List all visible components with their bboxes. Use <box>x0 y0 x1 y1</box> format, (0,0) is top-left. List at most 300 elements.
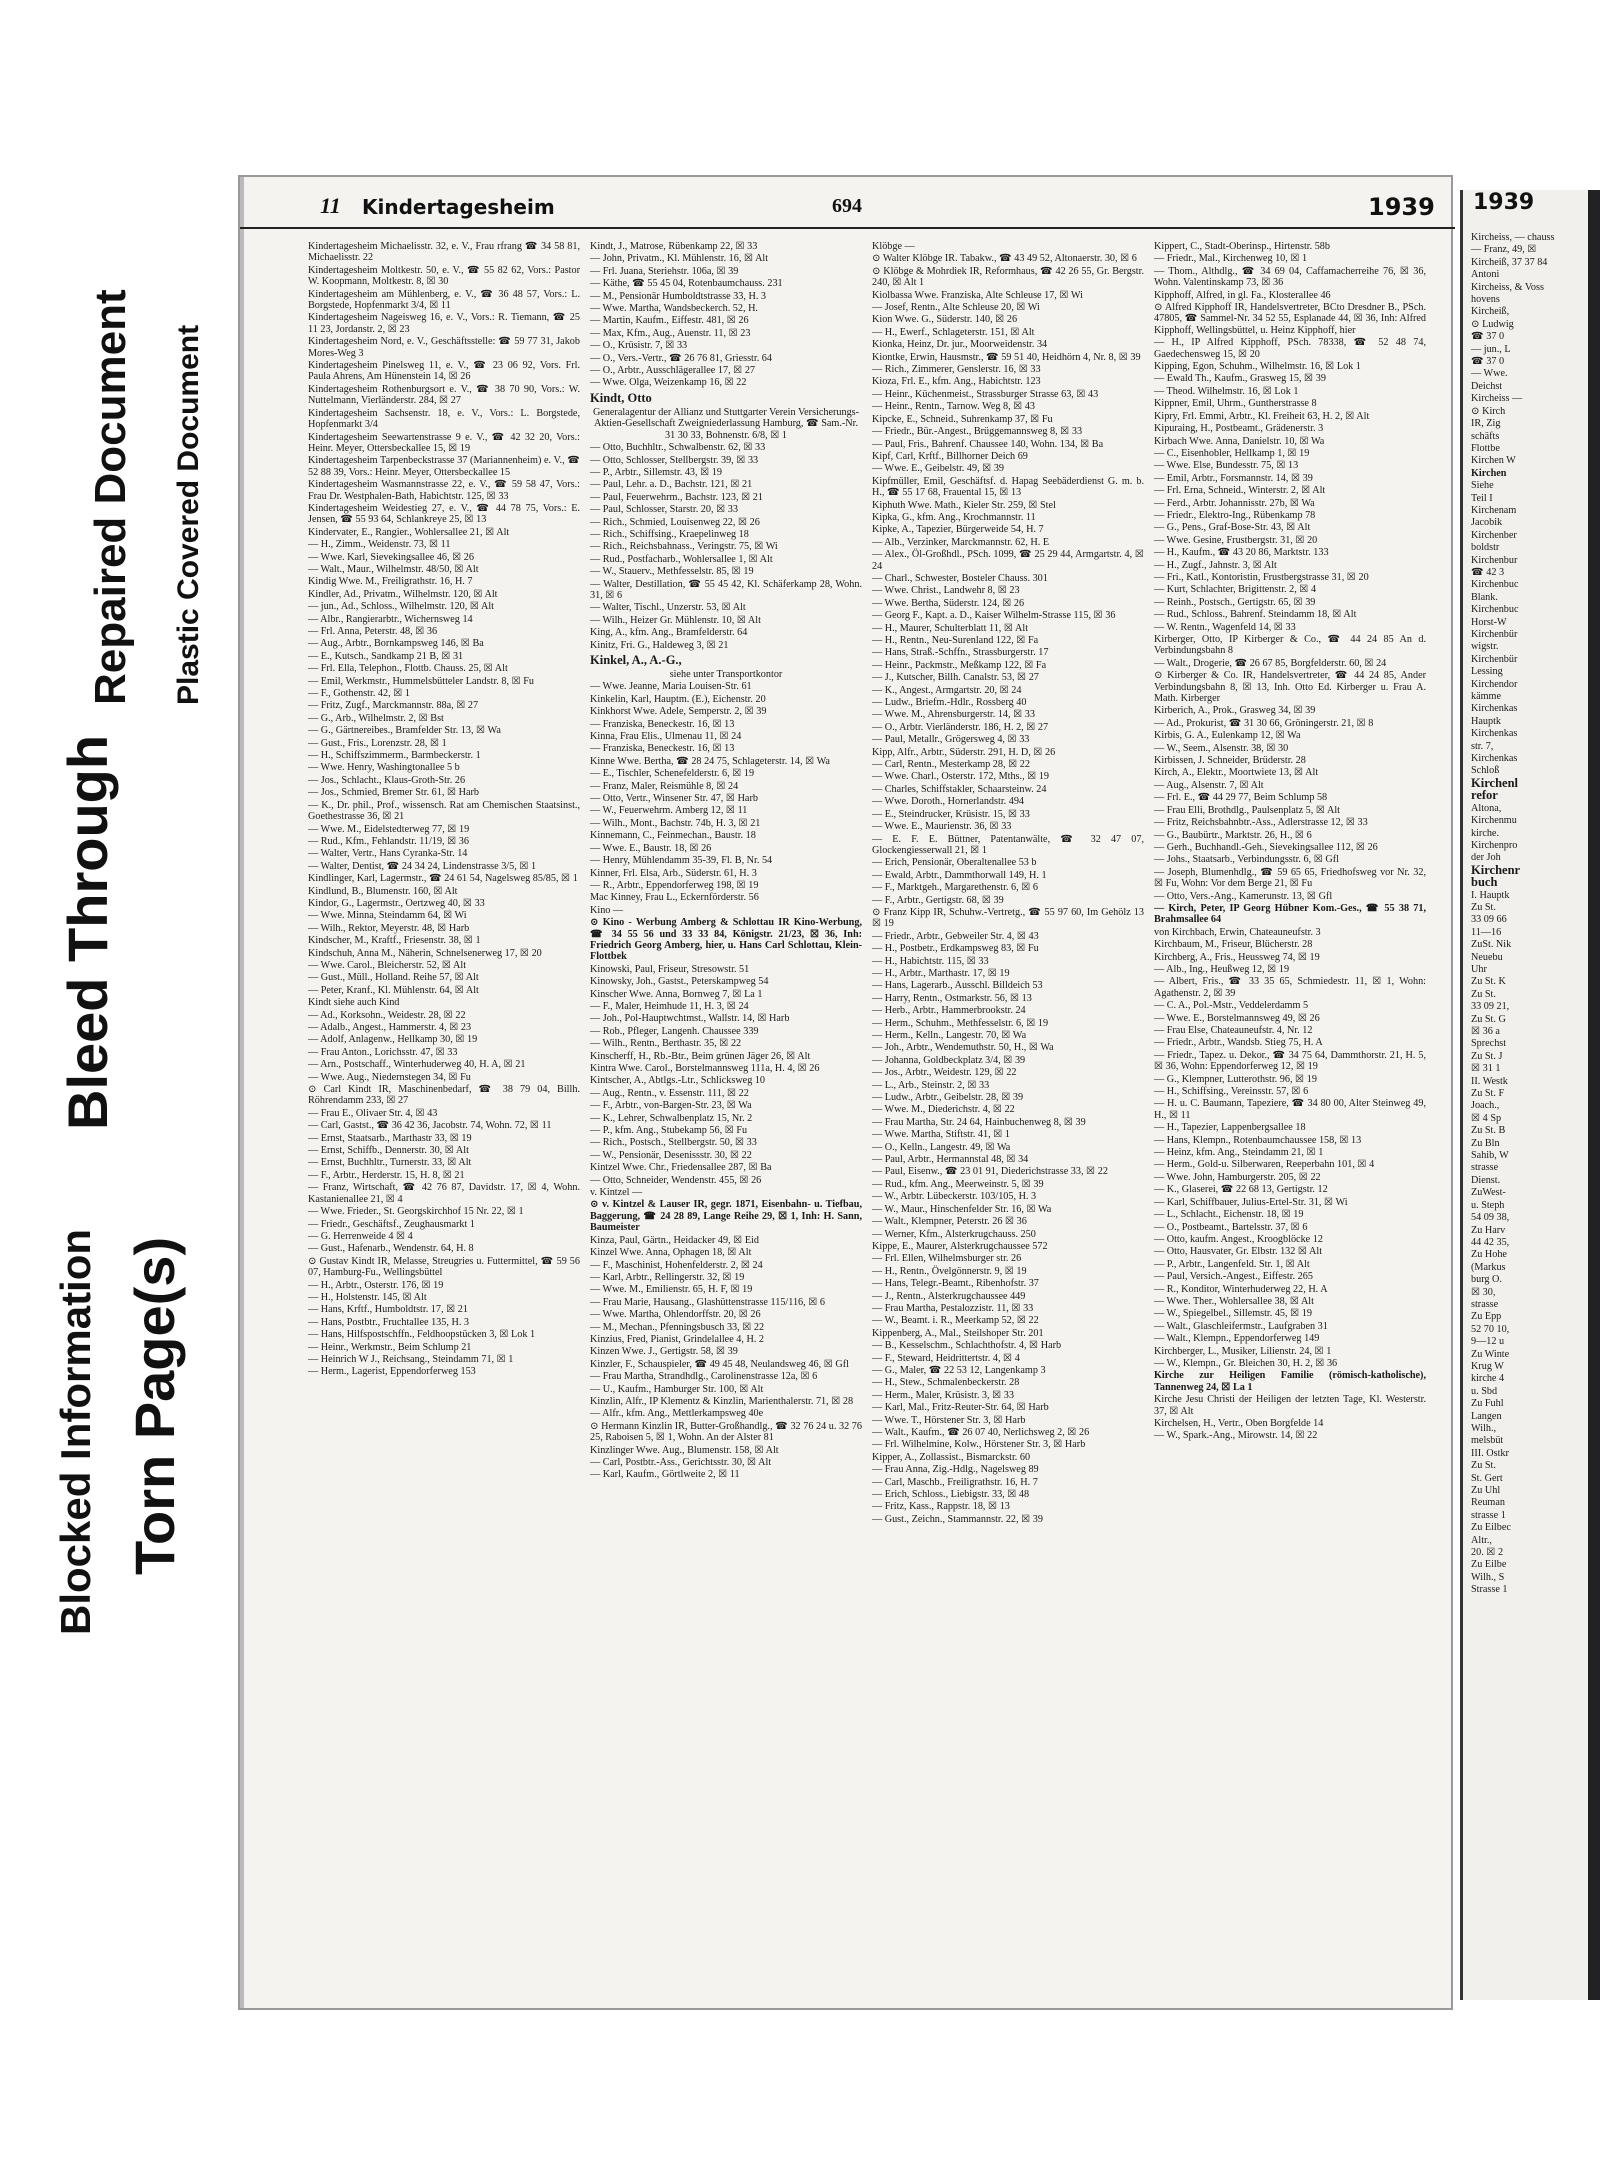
directory-entry: — O., Kelln., Langestr. 49, ☒ Wa <box>872 1141 1011 1153</box>
annotation-torn-pages: Torn Page(s) <box>123 1236 186 1575</box>
directory-entry: Kirbissen, J. Schneider, Brüderstr. 28 <box>1154 755 1306 767</box>
directory-entry: — Jos., Arbtr., Weidestr. 129, ☒ 22 <box>872 1067 1017 1079</box>
directory-entry: — Frl. Ellen, Wilhelmsburger str. 26 <box>872 1253 1022 1265</box>
directory-entry: Kionka, Heinz, Dr. jur., Moorweidenstr. 34 <box>872 339 1048 351</box>
directory-entry: — Herm., Schuhm., Methfesselstr. 6, ☒ 19 <box>872 1017 1049 1029</box>
directory-entry: — Ernst, Schiffb., Dennerstr. 30, ☒ Alt <box>308 1145 469 1157</box>
directory-entry: — F., Arbtr., Herderstr. 15, H. 8, ☒ 21 <box>308 1169 465 1181</box>
directory-entry: Wilh., S <box>1471 1571 1505 1583</box>
directory-entry: — Wwe. Doroth., Hornerlandstr. 494 <box>872 796 1025 808</box>
directory-entry: Kirchen W <box>1471 455 1516 467</box>
directory-entry: — Karl, Mal., Fritz-Reuter-Str. 64, ☒ Harb <box>872 1402 1049 1414</box>
directory-entry: Kirbis, G. A., Eulenkamp 12, ☒ Wa <box>1154 730 1301 742</box>
directory-entry: — G., Pens., Graf-Bose-Str. 43, ☒ Alt <box>1154 522 1311 534</box>
directory-entry: strasse <box>1471 1162 1499 1174</box>
directory-entry: ⊙ Klöbge & Mohrdiek IR, Reformhaus, ☎ 42 26 55, Gr. Bergstr. 240, ☒ Alt 1 <box>872 265 1144 289</box>
directory-entry: Kipper, A., Zollassist., Bismarckstr. 60 <box>872 1451 1031 1463</box>
directory-entry: — G., Baubürtr., Marktstr. 26, H., ☒ 6 <box>1154 829 1312 841</box>
directory-entry: — Friedr., Tapez. u. Dekor., ☎ 34 75 64, Dammthorstr. 21, H. 5, ☒ 36, Wohn: Eppendorferweg 12, ☒ 19 <box>1154 1049 1426 1073</box>
directory-entry: ⊙ Hermann Kinzlin IR, Butter-Großhandlg., ☎ 32 76 24 u. 32 76 25, Raboisen 5, ☒ 1, Wohn. An der Alster 81 <box>590 1420 862 1444</box>
directory-entry: Kirberich, A., Prok., Grasweg 34, ☒ 39 <box>1154 705 1316 717</box>
directory-entry: — Fritz, Kass., Rappstr. 18, ☒ 13 <box>872 1501 1010 1513</box>
directory-entry: Kindertagesheim Seewartenstrasse 9 e. V., ☎ 42 32 20, Vors.: Heinr. Meyer, Ottersbeckallee 15, ☒ 19 <box>308 431 580 454</box>
directory-entry: — Paul, Lehr. a. D., Bachstr. 121, ☒ 21 <box>590 479 753 491</box>
annotation-plastic-covered-document: Plastic Covered Document <box>172 324 205 705</box>
directory-entry: — Wwe. M., Ahrensburgerstr. 14, ☒ 33 <box>872 709 1035 721</box>
directory-entry: Uhr <box>1471 963 1487 975</box>
directory-entry: — Heinr., Rentn., Tarnow. Weg 8, ☒ 43 <box>872 401 1036 413</box>
directory-entry: — H., Tapezier, Lappenbergsallee 18 <box>1154 1122 1306 1134</box>
directory-entry: — Frau E., Olivaer Str. 4, ☒ 43 <box>308 1107 438 1119</box>
directory-entry: — H., Arbtr., Osterstr. 176, ☒ 19 <box>308 1279 444 1291</box>
directory-entry: (Markus <box>1471 1261 1506 1273</box>
directory-entry: Kindig Wwe. M., Freiligrathstr. 16, H. 7 <box>308 576 473 588</box>
directory-entry: Zu Eilbec <box>1471 1522 1511 1534</box>
directory-entry: Blank. <box>1471 591 1498 603</box>
directory-entry: — F., Gothenstr. 42, ☒ 1 <box>308 688 410 700</box>
directory-entry: Kinscherff, H., Rb.-Btr., Beim grünen Jäger 26, ☒ Alt <box>590 1050 811 1062</box>
directory-entry: — W., Spark.-Ang., Mirowstr. 14, ☒ 22 <box>1154 1430 1318 1442</box>
directory-entry: ⊙ Kirberger & Co. IR, Handelsvertreter, ☎ 44 24 85, Ander Verbindungsbahn 8, ☒ 13, Inh. Otto Ed. Kirberger u. Frau A. Math. Kirberger <box>1154 670 1426 705</box>
directory-entry: Kintzel Wwe. Chr., Friedensallee 287, ☒ Ba <box>590 1162 772 1174</box>
directory-entry: — Wwe. Charl., Osterstr. 172, Mths., ☒ 19 <box>872 771 1050 783</box>
directory-entry: Sprechst <box>1471 1038 1507 1050</box>
directory-entry: — Otto, Schneider, Wendenstr. 455, ☒ 26 <box>590 1174 762 1186</box>
directory-entry: 11—16 <box>1471 926 1502 938</box>
directory-entry: — Albert, Fris., ☎ 33 35 65, Schmiedestr. 11, ☒ 1, Wohn: Agathenstr. 2, ☒ 39 <box>1154 976 1426 999</box>
directory-entry: — Friedr., Bür.-Angest., Brüggemannsweg 8, ☒ 33 <box>872 426 1083 438</box>
directory-entry: — F., Marktgeh., Margarethenstr. 6, ☒ 6 <box>872 882 1039 894</box>
directory-entry: Schloß <box>1471 765 1500 777</box>
directory-entry: — Wwe. Minna, Steindamm 64, ☒ Wi <box>308 910 467 922</box>
directory-entry: — Wwe. Bertha, Süderstr. 124, ☒ 26 <box>872 597 1025 609</box>
directory-entry: — Walter, Destillation, ☎ 55 45 42, Kl. Schäferkamp 28, Wohn. 31, ☒ 6 <box>590 578 862 601</box>
directory-entry: — Martin, Kaufm., Eiffestr. 481, ☒ 26 <box>590 315 749 327</box>
directory-entry: Kircheiss — <box>1471 393 1523 405</box>
directory-entry: Kirchenbuc <box>1471 604 1519 616</box>
directory-entry: — Aug., Arbtr., Bornkampsweg 146, ☒ Ba <box>308 638 484 650</box>
directory-entry: — Karl, Schiffbauer, Julius-Ertel-Str. 31, ☒ Wi <box>1154 1196 1348 1208</box>
directory-entry: Klöbge — <box>872 241 915 252</box>
directory-entry: — Frau Elli, Brothdlg., Paulsenplatz 5, ☒ Alt <box>1154 804 1340 816</box>
directory-entry: — Rich., Reichsbahnass., Veringstr. 75, ☒ Wi <box>590 541 778 553</box>
directory-entry: Kirche zur Heiligen Familie (römisch-katholische), Tannenweg 24, ☒ La 1 <box>1154 1370 1426 1393</box>
directory-entry: — H., Schiffszimmerm., Barmbeckerstr. 1 <box>308 750 481 762</box>
directory-entry: — Erich, Schloss., Liebigstr. 33, ☒ 48 <box>872 1489 1030 1501</box>
directory-entry: — W., Seem., Alsenstr. 38, ☒ 30 <box>1154 742 1289 754</box>
directory-entry: — B., Kesselschm., Schlachthofstr. 4, ☒ Harb <box>872 1340 1062 1352</box>
directory-entry: — Frl. Ella, Telephon., Flottb. Chauss. 25, ☒ Alt <box>308 663 508 675</box>
directory-entry: — Wwe. M., Diederichstr. 4, ☒ 22 <box>872 1104 1015 1116</box>
directory-entry: Zu St. J <box>1471 1050 1503 1062</box>
directory-entry: — Walter, Dentist, ☎ 24 34 24, Lindenstrasse 3/5, ☒ 1 <box>308 860 537 872</box>
directory-entry: ⊙ Alfred Kipphoff IR, Handelsvertreter, BCto Dresdner B., PSch. 47805, ☎ Sammel-Nr. 34 52 55, Esplanade 44, ☒ 36, Inh: Alfred Kipphoff, Wellingsbüttel, u. Heinz Kipphoff, hier <box>1154 302 1426 336</box>
directory-entry: Kinscher Wwe. Anna, Bornweg 7, ☒ La 1 <box>590 988 763 1000</box>
directory-entry: — Friedr., Mal., Kirchenweg 10, ☒ 1 <box>1154 253 1308 265</box>
directory-entry: — Emil, Arbtr., Forsmannstr. 14, ☒ 39 <box>1154 472 1313 484</box>
directory-entry: — W., Stauerv., Methfesselstr. 85, ☒ 19 <box>590 566 754 578</box>
directory-entry: Kintscher, A., Abtlgs.-Ltr., Schlicksweg 10 <box>590 1075 766 1087</box>
directory-entry: — Carl, Maschb., Freiligrathstr. 16, H. 7 <box>872 1476 1038 1488</box>
directory-entry: Teil I <box>1471 492 1493 504</box>
directory-entry: — Hans, Straß.-Schffn., Strassburgerstr. 17 <box>872 647 1049 659</box>
directory-entry: ☎ 42 3 <box>1471 566 1505 578</box>
directory-entry: — Herm., Lagerist, Eppendorferweg 153 <box>308 1366 476 1378</box>
directory-entry: — Heinr., Werkmstr., Beim Schlump 21 <box>308 1341 472 1353</box>
directory-entry: Kinowski, Paul, Friseur, Stresowstr. 51 <box>590 963 750 975</box>
directory-entry: Kinnemann, C., Feinmechan., Baustr. 18 <box>590 830 756 842</box>
annotation-repaired-document: Repaired Document <box>86 289 135 705</box>
directory-entry: — H., Stew., Schmalenbeckerstr. 28 <box>872 1377 1020 1389</box>
directory-entry: — Wwe. <box>1471 368 1508 380</box>
directory-entry: King, A., kfm. Ang., Bramfelderstr. 64 <box>590 627 748 639</box>
directory-entry: — Paul, Fris., Bahrenf. Chaussee 140, Wohn. 134, ☒ Ba <box>872 438 1104 450</box>
directory-entry: Kirchenbuc <box>1471 579 1519 591</box>
directory-entry: — Ludw., Briefm.-Hdlr., Rossberg 40 <box>872 697 1027 709</box>
directory-entry: — Friedr., Geschäftsf., Zeughausmarkt 1 <box>308 1218 475 1230</box>
directory-entry: — Frl. E., ☎ 44 29 77, Beim Schlump 58 <box>1154 792 1328 804</box>
directory-entry: Kirchen <box>1471 467 1507 479</box>
directory-entry: — Ferd., Arbtr. Johannisstr. 27b, ☒ Wa <box>1154 497 1315 509</box>
directory-entry: Kipping, Egon, Schuhm., Wilhelmstr. 16, ☒ Lok 1 <box>1154 361 1361 373</box>
directory-entry: — Alb., Verzinker, Marckmannstr. 62, H. E <box>872 536 1050 548</box>
directory-entry: — Wwe. Martha, Wandsbeckerch. 52, H. <box>590 303 758 315</box>
directory-entry: — Werner, Kfm., Alsterkrugchauss. 250 <box>872 1228 1036 1240</box>
directory-entry: Antoni <box>1471 269 1500 281</box>
directory-entry: — H., Kaufm., ☎ 43 20 86, Marktstr. 133 <box>1154 547 1329 559</box>
directory-entry: Kipke, A., Tapezier, Bürgerweide 54, H. 7 <box>872 524 1044 536</box>
directory-entry: Kindertagesheim Sachsenstr. 18, e. V., Vors.: L. Borgstede, Hopfenmarkt 3/4 <box>308 407 580 431</box>
directory-entry: — H. u. C. Baumann, Tapeziere, ☎ 34 80 00, Alter Steinweg 49, H., ☒ 11 <box>1154 1098 1426 1121</box>
directory-entry: Langen <box>1471 1410 1502 1422</box>
directory-entry: Kindertagesheim Weidestieg 27, e. V., ☎ 44 78 75, Vors.: E. Jensen, ☎ 55 93 64, Schlankreye 25, ☒ 13 <box>308 502 580 526</box>
directory-column-1 <box>308 241 580 1981</box>
directory-entry: — Wwe. T., Hörstener Str. 3, ☒ Harb <box>872 1414 1026 1426</box>
directory-entry: v. Kintzel — <box>590 1187 643 1199</box>
directory-entry: — Ewald, Arbtr., Dammthorwall 149, H. 1 <box>872 869 1047 881</box>
directory-entry: — L., Arb., Steinstr. 2, ☒ 33 <box>872 1079 990 1091</box>
directory-entry: — Johs., Staatsarb., Verbindungsstr. 6, ☒ Gfl <box>1154 854 1339 866</box>
directory-entry: Kindertagesheim Michaelisstr. 32, e. V., Frau rfrang ☎ 34 58 81, Michaelisstr. 22 <box>308 241 580 264</box>
directory-entry: — E., Tischler, Schenefelderstr. 6, ☒ 19 <box>590 768 755 780</box>
directory-entry: Zu St. <box>1471 901 1496 913</box>
directory-entry: Zu St. G <box>1471 1013 1506 1025</box>
directory-entry: — Joh., Arbtr., Wendemuthstr. 50, H., ☒ Wa <box>872 1042 1054 1054</box>
directory-entry: — Ernst, Staatsarb., Marthastr 33, ☒ 19 <box>308 1132 472 1144</box>
directory-entry: — Frl. Juana, Steriehstr. 106a, ☒ 39 <box>590 265 739 277</box>
directory-entry: Zu Fuhl <box>1471 1398 1504 1410</box>
directory-entry: — G., Arb., Wilhelmstr. 2, ☒ Bst <box>308 712 444 724</box>
directory-entry: — Frau Anton., Lorichsstr. 47, ☒ 33 <box>308 1046 458 1058</box>
directory-entry: u. Steph <box>1471 1199 1505 1211</box>
directory-entry: — W., Spiegelbel., Sillemstr. 45, ☒ 19 <box>1154 1308 1312 1320</box>
directory-entry: — Walt., Klempner, Peterstr. 26 ☒ 36 <box>872 1216 1027 1228</box>
directory-entry: — Friedr., Arbtr., Wandsb. Stieg 75, H. A <box>1154 1037 1323 1049</box>
directory-entry: Kirchberg, A., Fris., Heussweg 74, ☒ 19 <box>1154 951 1320 963</box>
directory-entry: — Wwe. Christ., Landwehr 8, ☒ 23 <box>872 585 1020 597</box>
directory-entry: — Wwe. Jeanne, Maria Louisen-Str. 61 <box>590 681 752 693</box>
directory-entry: — F., Maschinist, Hohenfelderstr. 2, ☒ 24 <box>590 1259 763 1271</box>
directory-entry: Kindor, G., Lagermstr., Oertzweg 40, ☒ 33 <box>308 897 485 909</box>
directory-entry: ⊙ Gustav Kindt IR, Melasse, Streugries u. Futtermittel, ☎ 59 56 07, Hamburg-Fu., Wellingsbüttel <box>308 1255 580 1279</box>
directory-entry: Sahib, W <box>1471 1150 1509 1162</box>
directory-entry: — Herm., Maler, Krüsistr. 3, ☒ 33 <box>872 1389 1014 1401</box>
directory-entry: — Gust., Hafenarb., Wendenstr. 64, H. 8 <box>308 1243 474 1255</box>
directory-entry: — Heinr., Küchenmeist., Strassburger Strasse 63, ☒ 43 <box>872 388 1099 400</box>
directory-entry: — Wilh., Heizer Gr. Mühlenstr. 10, ☒ Alt <box>590 614 761 626</box>
directory-entry: Kindlund, B., Blumenstr. 160, ☒ Alt <box>308 885 458 897</box>
directory-entry: Kirchenkas <box>1471 728 1518 740</box>
directory-entry: Kiolbassa Wwe. Franziska, Alte Schleuse 17, ☒ Wi <box>872 289 1083 301</box>
directory-entry: — J., Rentn., Alsterkrugchaussee 449 <box>872 1290 1026 1302</box>
directory-entry: — Fritz, Zugf., Marckmannstr. 88a, ☒ 27 <box>308 700 479 712</box>
directory-entry: Wilh., <box>1471 1423 1497 1434</box>
directory-entry: — Wilh., Mont., Bachstr. 74b, H. 3, ☒ 21 <box>590 817 761 829</box>
directory-entry: — Walt., Glaschleifermstr., Laufgraben 31 <box>1154 1320 1328 1332</box>
directory-entry: Zu St. B <box>1471 1125 1506 1137</box>
directory-entry: — H., Rentn., Övelgönnerstr. 9, ☒ 19 <box>872 1265 1027 1277</box>
directory-entry: — L., Schlacht., Eichenstr. 18, ☒ 19 <box>1154 1209 1304 1221</box>
directory-entry: ☒ 36 a <box>1471 1026 1500 1037</box>
directory-entry: — Wwe. Karl, Sievekingsallee 46, ☒ 26 <box>308 551 474 563</box>
directory-entry: III. Ostkr <box>1471 1447 1509 1459</box>
directory-entry: — Herm., Gold-u. Silberwaren, Reeperbahn 101, ☒ 4 <box>1154 1159 1375 1171</box>
directory-entry: — Carl, Postbtr.-Ass., Gerichtsstr. 30, ☒ Alt <box>590 1457 772 1468</box>
directory-entry: — E., Steindrucker, Krüsistr. 15, ☒ 33 <box>872 808 1030 820</box>
directory-entry: Kindertagesheim Tarpenbeckstrasse 37 (Mariannenheim) e. V., ☎ 52 88 39, Vors.: Heinr. Meyer, Ottersbeckallee 15 <box>308 455 580 478</box>
directory-entry: — jun., Ad., Schloss., Wilhelmstr. 120, ☒ Alt <box>308 601 494 613</box>
directory-entry: — Paul, Metallr., Grögersweg 4, ☒ 33 <box>872 734 1030 746</box>
book-edge <box>1588 190 1600 2000</box>
directory-entry: — Wwe. Carol., Bleicherstr. 52, ☒ Alt <box>308 959 467 971</box>
directory-entry: ☒ 31 1 <box>1471 1063 1501 1075</box>
directory-entry: Krug W <box>1471 1360 1504 1372</box>
directory-entry: — John, Privatm., Kl. Mühlenstr. 16, ☒ Alt <box>590 253 769 265</box>
directory-entry: Neuebu <box>1471 951 1503 963</box>
directory-entry: — Walt., Maur., Wilhelmstr. 48/50, ☒ Alt <box>308 563 479 575</box>
directory-entry: Kircheiss, — chauss <box>1471 232 1555 243</box>
directory-entry: str. 7, <box>1471 740 1494 752</box>
directory-entry: Kindertagesheim Moltkestr. 50, e. V., ☎ 55 82 62, Vors.: Pastor W. Koopmann, Moltkestr. 8, ☒ 30 <box>308 264 580 288</box>
directory-entry: Kintra Wwe. Carol., Borstelmannsweg 111a, H. 4, ☒ 26 <box>590 1063 820 1074</box>
directory-entry: — Ewald Th., Kaufm., Grasweg 15, ☒ 39 <box>1154 373 1326 385</box>
directory-entry: — Heinr., Packmstr., Meßkamp 122, ☒ Fa <box>872 659 1047 671</box>
directory-entry: Altr., <box>1471 1534 1492 1546</box>
directory-entry: — O., Arbtr. Vierländerstr. 186, H. 2, ☒ 27 <box>872 721 1049 733</box>
directory-entry: — Wwe. Frieder., St. Georgskirchhof 15 Nr. 22, ☒ 1 <box>308 1206 524 1218</box>
directory-entry: Kirberger, Otto, IP Kirberger & Co., ☎ 44 24 85 An d. Verbindungsbahn 8 <box>1154 634 1426 657</box>
directory-entry: — Gust., Fris., Lorenzstr. 28, ☒ 1 <box>308 737 447 749</box>
page-title: Kindertagesheim <box>362 195 555 219</box>
directory-entry: — U., Kaufm., Hamburger Str. 100, ☒ Alt <box>590 1383 764 1395</box>
directory-entry: ⊙ Walter Klöbge IR. Tabakw., ☎ 43 49 52, Altonaerstr. 30, ☒ 6 <box>872 253 1137 265</box>
directory-entry: Strasse 1 <box>1471 1584 1508 1596</box>
directory-entry: Kindscher, M., Kraftf., Friesenstr. 38, ☒ 1 <box>308 935 481 947</box>
directory-entry: Kipphoff, Alfred, in gl. Fa., Klosterallee 46 <box>1154 289 1331 301</box>
directory-entry: IR, Zig <box>1471 418 1501 430</box>
directory-entry: — Walt., Kaufm., ☎ 26 07 40, Nerlichsweg 2, ☒ 26 <box>872 1427 1090 1438</box>
directory-entry: Kirche Jesu Christi der Heiligen der letzten Tage, Kl. Westerstr. 37, ☒ Alt <box>1154 1394 1426 1417</box>
directory-entry: — Carl, Rentn., Mesterkamp 28, ☒ 22 <box>872 759 1030 771</box>
directory-entry: — Ad., Korksohn., Weidestr. 28, ☒ 22 <box>308 1009 466 1021</box>
directory-entry: Kinzler, F., Schauspieler, ☎ 49 45 48, Neulandsweg 46, ☒ Gfl <box>590 1358 849 1370</box>
directory-entry: — Otto, Hausvater, Gr. Elbstr. 132 ☒ Alt <box>1154 1246 1323 1258</box>
directory-entry: burg O. <box>1471 1274 1502 1286</box>
directory-entry: — Wwe. E., Borstelmannsweg 49, ☒ 26 <box>1154 1012 1320 1024</box>
directory-entry: — Rich., Postsch., Stellbergstr. 50, ☒ 33 <box>590 1137 757 1149</box>
directory-entry: — Franziska, Beneckestr. 16, ☒ 13 <box>590 718 735 730</box>
directory-entry: — Frl. Erna, Schneid., Winterstr. 2, ☒ Alt <box>1154 485 1326 497</box>
directory-entry: — Rud., Schloss., Bahrenf. Steindamm 18, ☒ Alt <box>1154 609 1357 621</box>
directory-entry: — Otto, kaufm. Angest., Kroogblöcke 12 <box>1154 1233 1323 1245</box>
directory-entry: St. Gert <box>1471 1472 1503 1484</box>
directory-entry: Deichst <box>1471 380 1503 392</box>
directory-entry: Kirchenl <box>1471 775 1518 790</box>
directory-entry: — E. F. E. Büttner, Patentanwälte, ☎ 32 47 07, Glockengiesserwall 21, ☒ 1 <box>872 833 1144 856</box>
directory-entry: — H., Ewerf., Schlageterstr. 151, ☒ Alt <box>872 326 1035 338</box>
directory-entry: — Ludw., Arbtr., Geibelstr. 28, ☒ 39 <box>872 1092 1024 1104</box>
adjacent-page-fragment <box>1460 190 1600 2000</box>
directory-entry: Kipcke, E., Schneid., Suhrenkamp 37, ☒ Fu <box>872 413 1053 425</box>
directory-entry: — Reinh., Postsch., Gertigstr. 65, ☒ 39 <box>1154 596 1316 608</box>
scan-background-top <box>0 0 1600 48</box>
directory-entry: — Otto, Buchhltr., Schwalbenstr. 62, ☒ 33 <box>590 442 766 454</box>
directory-entry: — P., Arbtr., Langenfeld. Str. 1, ☒ Alt <box>1154 1258 1310 1270</box>
directory-entry: 33 09 21, <box>1471 1001 1510 1013</box>
annotation-bleed-through: Bleed Through <box>56 734 119 1130</box>
directory-entry: Kircheiß, 37 37 84 <box>1471 256 1548 268</box>
directory-entry: Kirchenbür <box>1471 653 1518 665</box>
directory-entry: — Wwe. Martha, Stiftstr. 41, ☒ 1 <box>872 1129 1010 1141</box>
directory-entry: ⊙ Ludwig <box>1471 318 1514 330</box>
directory-entry: — Frau Anna, Zig.-Hdlg., Nagelsweg 89 <box>872 1464 1039 1476</box>
directory-page <box>238 175 1453 2010</box>
directory-entry: — J., Kutscher, Billh. Canalstr. 53, ☒ 27 <box>872 672 1039 684</box>
directory-entry: — Wilh., Rektor, Meyerstr. 48, ☒ Harb <box>308 922 470 934</box>
directory-entry: ⊙ Kirch <box>1471 405 1506 417</box>
directory-entry: Kipf, Carl, Krftf., Billhorner Deich 69 <box>872 450 1028 462</box>
directory-entry: Kinkhorst Wwe. Adele, Semperstr. 2, ☒ 39 <box>590 706 767 718</box>
directory-entry: Kipp, Alfr., Arbtr., Süderstr. 291, H. D, ☒ 26 <box>872 746 1056 758</box>
directory-entry: — H., Schiffsing., Vereinsstr. 57, ☒ 6 <box>1154 1086 1309 1098</box>
directory-entry: 54 09 38, <box>1471 1212 1510 1224</box>
directory-entry: Kippert, C., Stadt-Oberinsp., Hirtenstr. 58b <box>1154 241 1330 252</box>
directory-entry: — Wwe. E., Geibelstr. 49, ☒ 39 <box>872 463 1005 475</box>
directory-entry: — Frau Martha, Strandhdlg., Carolinenstrasse 12a, ☒ 6 <box>590 1371 818 1383</box>
directory-entry: — Alfr., kfm. Ang., Mettlerkampsweg 40e <box>590 1408 764 1420</box>
directory-entry: ⊙ Franz Kipp IR, Schuhw.-Vertretg., ☎ 55 97 60, Im Gehölz 13 ☒ 19 <box>872 906 1144 930</box>
directory-entry: — H., Postbetr., Erdkampsweg 83, ☒ Fu <box>872 943 1039 955</box>
directory-entry: — W., Feuerwehrm. Amberg 12, ☒ 11 <box>590 805 748 817</box>
directory-entry: 20. ☒ 2 <box>1471 1547 1504 1559</box>
directory-entry: — Wwe. M., Emilienstr. 65, H. F, ☒ 19 <box>590 1284 753 1296</box>
directory-entry: — Käthe, ☎ 55 45 04, Rotenbaumchauss. 231 <box>590 278 783 290</box>
directory-entry: Kioza, Frl. E., kfm. Ang., Habichtstr. 123 <box>872 376 1041 388</box>
directory-entry: — C., Eisenhobler, Hellkamp 1, ☒ 19 <box>1154 447 1310 459</box>
directory-entry: der Joh <box>1471 852 1501 864</box>
directory-entry: Kinzlinger Wwe. Aug., Blumenstr. 158, ☒ Alt <box>590 1444 779 1456</box>
directory-column-4 <box>1154 241 1426 1981</box>
directory-entry: Kindt siehe auch Kind <box>308 997 400 1009</box>
directory-entry: Zu St. <box>1471 1460 1496 1472</box>
adjacent-page-year: 1939 <box>1473 190 1535 215</box>
directory-entry: — K., Dr. phil., Prof., wissensch. Rat am Chemischen Staatsinst., Goethestrasse 36, ☒ 21 <box>308 799 580 823</box>
directory-entry: — H., Rentn., Neu-Surenland 122, ☒ Fa <box>872 635 1039 646</box>
directory-entry: ⊙ Kino - Werbung Amberg & Schlottau IR Kino-Werbung, ☎ 34 55 56 und 33 33 84, Königstr. 21/23, ☒ 36, Inh: Friedrich Georg Amberg, hier, u. Hans Carl Schlottau, Klein-Flottbek <box>590 917 862 963</box>
directory-entry: siehe unter Transportkontor <box>669 669 783 680</box>
directory-entry: — O., Vers.-Vertr., ☎ 26 76 81, Griesstr. 64 <box>590 352 772 364</box>
directory-entry: Kirchelsen, H., Vertr., Oben Borgfelde 14 <box>1154 1418 1324 1429</box>
directory-entry: Kircheiß, <box>1471 306 1510 318</box>
directory-entry: Kiphuth Wwe. Math., Kieler Str. 259, ☒ Stel <box>872 499 1056 511</box>
directory-entry: Kindertagesheim Wasmannstrasse 22, e. V., ☎ 59 58 47, Vors.: Frau Dr. Westphalen-Bath, Habichtstr. 125, ☒ 33 <box>308 479 580 502</box>
directory-entry: — Walt., Klempn., Eppendorferweg 149 <box>1154 1333 1320 1345</box>
page-number: 694 <box>832 195 862 217</box>
directory-entry: — Wwe. M., Eidelstedterweg 77, ☒ 19 <box>308 823 470 835</box>
directory-entry: II. Westk <box>1471 1075 1508 1087</box>
directory-entry: — Charl., Schwester, Bosteler Chauss. 301 <box>872 572 1048 584</box>
directory-entry: — Albr., Rangierarbtr., Wichernsweg 14 <box>308 613 473 625</box>
directory-entry: kirche 4 <box>1471 1373 1505 1385</box>
directory-entry: ⊙ v. Kintzel & Lauser IR, gegr. 1871, Eisenbahn- u. Tiefbau, Baggerung, ☎ 24 28 89, Lange Reihe 29, ☒ 1, Inh: H. Sann, Baumeister <box>590 1199 862 1234</box>
directory-entry: — Franziska, Beneckestr. 16, ☒ 13 <box>590 743 735 755</box>
directory-entry: — F., Steward, Heidrittertstr. 4, ☒ 4 <box>872 1352 1020 1364</box>
directory-entry: — Franz, Maler, Reismühle 8, ☒ 24 <box>590 780 739 792</box>
directory-entry: — Rich., Zimmerer, Genslerstr. 16, ☒ 33 <box>872 364 1041 376</box>
directory-entry: Kindt, Otto <box>590 390 652 405</box>
directory-entry: — Paul, Schlosser, Starstr. 20, ☒ 33 <box>590 504 738 516</box>
directory-entry: — Franz, Wirtschaft, ☎ 42 76 87, Davidstr. 17, ☒ 4, Wohn. Kastanienallee 21, ☒ 4 <box>308 1182 580 1205</box>
directory-entry: — Otto, Vers.-Ang., Kamerunstr. 13, ☒ Gfl <box>1154 890 1333 902</box>
directory-entry: — H., Maurer, Schulterblatt 11, ☒ Alt <box>872 622 1029 634</box>
directory-entry: — Frl. Anna, Peterstr. 48, ☒ 36 <box>308 626 438 637</box>
directory-entry: — Kurt, Schlachter, Brigittenstr. 2, ☒ 4 <box>1154 584 1317 596</box>
directory-entry: — H., IP Alfred Kipphoff, PSch. 78338, ☎ 52 48 74, Gaedechensweg 15, ☒ 20 <box>1154 337 1426 360</box>
directory-entry: — Jos., Schmied, Bremer Str. 61, ☒ Harb <box>308 787 479 799</box>
directory-entry: — Ernst, Buchhltr., Turnerstr. 33, ☒ Alt <box>308 1157 472 1169</box>
directory-entry: u. Sbd <box>1471 1385 1498 1397</box>
directory-entry: strasse <box>1471 1298 1499 1310</box>
directory-entry: Kirchenr <box>1471 862 1521 877</box>
directory-entry: I. Hauptk <box>1471 889 1510 901</box>
directory-entry: — Hans, Krftf., Humboldtstr. 17, ☒ 21 <box>308 1304 468 1316</box>
directory-entry: — Kirch, Peter, IP Georg Hübner Kom.-Ges., ☎ 55 38 71, Brahmsallee 64 <box>1154 902 1426 926</box>
directory-entry: — G., Maler, ☎ 22 53 12, Langenkamp 3 <box>872 1364 1046 1376</box>
directory-entry: Mac Kinney, Frau L., Eckernförderstr. 56 <box>590 892 759 904</box>
directory-entry: Kinowsky, Joh., Gastst., Peterskampweg 54 <box>590 976 769 988</box>
directory-entry: Kippenberg, A., Mal., Steilshoper Str. 201 <box>872 1327 1044 1339</box>
directory-entry: — Max, Kfm., Aug., Auenstr. 11, ☒ 23 <box>590 327 751 339</box>
directory-entry: Kinkel, A., A.-G., <box>590 653 682 667</box>
directory-entry: Kirchberger, L., Musiker, Lilienstr. 24, ☒ 1 <box>1154 1345 1332 1357</box>
directory-entry: — Rud., Kfm., Fehlandstr. 11/19, ☒ 36 <box>308 835 469 847</box>
directory-entry: Zu St. K <box>1471 976 1506 988</box>
directory-entry: — O., Krüsistr. 7, ☒ 33 <box>590 340 688 352</box>
directory-entry: Zu Bln <box>1471 1137 1500 1149</box>
directory-entry: Flottbe <box>1471 442 1500 454</box>
directory-entry: — Otto, Vertr., Winsener Str. 47, ☒ Harb <box>590 793 758 805</box>
directory-entry: — Friedr., Elektro-Ing., Rübenkamp 78 <box>1154 509 1316 521</box>
directory-entry: — Hans, Lagerarb., Ausschl. Billdeich 53 <box>872 980 1043 992</box>
directory-entry: Kinzen Wwe. J., Gertigstr. 58, ☒ 39 <box>590 1346 738 1358</box>
directory-entry: — Herb., Arbtr., Hammerbrookstr. 24 <box>872 1005 1026 1017</box>
directory-entry: — Gust., Müll., Holland. Reihe 57, ☒ Alt <box>308 972 479 984</box>
directory-entry: strasse 1 <box>1471 1509 1506 1521</box>
directory-entry: — Georg F., Kapt. a. D., Kaiser Wilhelm-Strasse 115, ☒ 36 <box>872 610 1116 622</box>
directory-entry: — Joh., Pol-Hauptwchtmst., Wallstr. 14, ☒ Harb <box>590 1013 790 1025</box>
directory-entry: — Joseph, Blumenhdlg., ☎ 59 65 65, Friedhofsweg vor Nr. 32, ☒ Fu, Wohn: Vor dem Berge 21, ☒ Fu <box>1154 866 1426 890</box>
directory-entry: ZuSt. Nik <box>1471 939 1512 951</box>
